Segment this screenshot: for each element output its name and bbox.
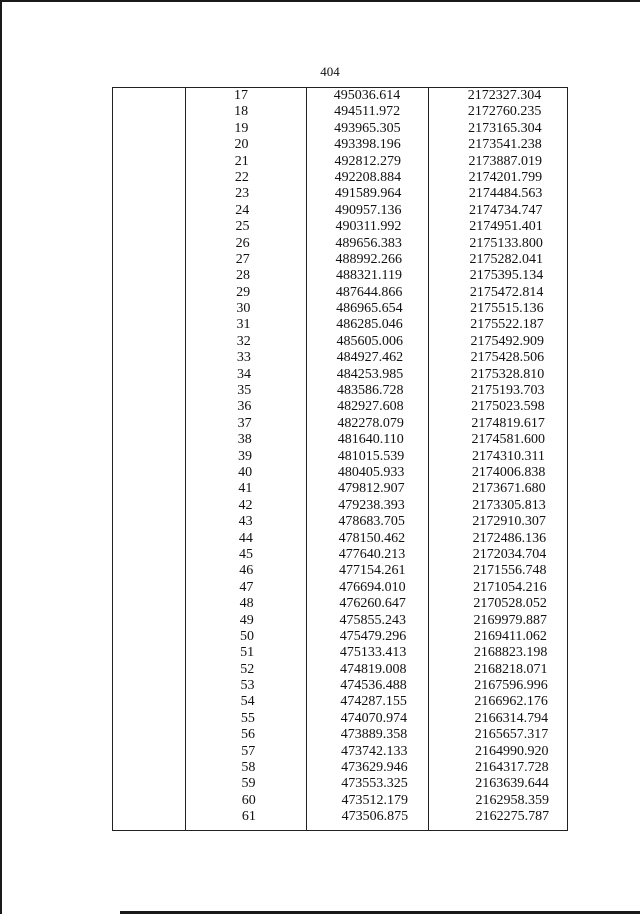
table-row [118,678,574,694]
table-row [120,776,576,792]
table-row [119,711,575,727]
table-row [120,809,576,825]
y-coordinate: 2164990.920 [474,743,549,759]
x-coordinate: 481015.539 [337,448,405,464]
x-coordinate: 480405.933 [337,464,405,480]
x-coordinate: 486965.654 [336,301,403,317]
point-number: 24 [235,202,250,218]
x-coordinate: 479812.907 [338,481,405,497]
y-coordinate: 2169979.887 [473,612,547,628]
point-number: 19 [234,120,249,136]
y-coordinate: 2174310.311 [471,448,545,464]
y-coordinate: 2173305.813 [472,497,546,513]
point-number: 27 [235,251,250,267]
y-coordinate: 2174006.838 [471,464,546,480]
y-coordinate: 2173165.304 [468,120,542,136]
x-coordinate: 482278.079 [337,415,404,431]
y-coordinate: 2162275.787 [475,809,550,825]
x-coordinate: 487644.866 [335,284,403,300]
table-row [117,563,573,579]
point-number: 35 [237,383,252,399]
y-coordinate: 2175193.703 [470,383,545,399]
y-coordinate: 2172910.307 [472,514,546,530]
point-number: 54 [240,694,255,710]
point-number: 36 [237,399,252,415]
x-coordinate: 476694.010 [339,579,406,595]
point-number: 17 [234,88,248,103]
y-coordinate: 2169411.062 [473,628,547,644]
x-coordinate: 493965.305 [334,120,401,136]
point-number: 53 [240,678,255,694]
y-coordinate: 2171054.216 [473,579,547,595]
x-coordinate: 482927.608 [337,399,404,415]
x-coordinate: 489656.383 [335,235,402,251]
table-row [113,203,569,219]
x-coordinate: 490957.136 [335,202,402,218]
table-row [119,694,575,710]
table-row [112,104,568,120]
x-coordinate: 494511.972 [334,104,401,120]
table-row [113,170,569,186]
y-coordinate: 2166962.176 [474,694,548,710]
point-number: 52 [240,661,255,677]
point-number: 49 [239,612,254,628]
table-row [115,317,571,333]
y-coordinate: 2174734.747 [469,202,543,218]
x-coordinate: 495036.614 [333,88,401,103]
point-number: 18 [234,104,249,120]
point-number: 43 [238,514,253,530]
y-coordinate: 2175522.187 [470,317,544,333]
table-row [114,252,570,268]
table-row [118,645,574,661]
x-coordinate: 490311.992 [335,219,402,235]
x-coordinate: 479238.393 [338,497,405,513]
point-number: 21 [234,153,249,169]
table-row [118,596,574,612]
table-row [113,219,569,235]
x-coordinate: 492208.884 [334,169,402,185]
x-coordinate: 486285.046 [336,317,403,333]
point-number: 22 [234,169,249,185]
table-row [114,236,570,252]
x-coordinate: 474287.155 [340,694,407,710]
scan-edge-left [0,0,2,914]
y-coordinate: 2174484.563 [468,186,543,202]
point-number: 33 [236,350,251,366]
x-coordinate: 474819.008 [340,661,407,677]
y-coordinate: 2172486.136 [472,530,547,546]
y-coordinate: 2168823.198 [473,645,548,661]
x-coordinate: 484253.985 [336,366,404,382]
table-row [119,760,575,776]
table-row [118,662,574,678]
point-number: 20 [234,137,249,153]
scan-edge-top [0,0,640,2]
point-number: 40 [238,464,253,480]
y-coordinate: 2173671.680 [472,481,546,497]
point-number: 55 [240,710,255,726]
point-number: 58 [241,760,256,776]
table-row [113,137,569,153]
y-coordinate: 2170528.052 [473,596,547,612]
y-coordinate: 2175328.810 [470,366,545,382]
table-row [113,154,569,170]
y-coordinate: 2172034.704 [472,546,547,562]
y-coordinate: 2174819.617 [471,415,545,431]
x-coordinate: 474070.974 [340,710,408,726]
table-row [116,432,572,448]
table-row [120,793,576,809]
y-coordinate: 2172327.304 [467,88,542,103]
point-number: 38 [237,432,252,448]
y-coordinate: 2175282.041 [469,251,544,267]
point-number: 25 [235,219,250,235]
point-number: 45 [239,546,254,562]
table-row [119,727,575,743]
y-coordinate: 2175515.136 [470,301,544,317]
table-row [117,580,573,596]
point-number: 23 [235,186,250,202]
x-coordinate: 488321.119 [335,268,402,284]
page-number: 404 [320,64,340,79]
y-coordinate: 2174581.600 [471,432,546,448]
table-body [112,88,568,826]
y-coordinate: 2173541.238 [468,137,542,153]
x-coordinate: 473889.358 [340,727,408,743]
point-number: 59 [241,776,256,792]
table-row [117,531,573,547]
table-row [117,498,573,514]
x-coordinate: 488992.266 [335,251,403,267]
y-coordinate: 2173887.019 [468,153,542,169]
table-row [116,416,572,432]
x-coordinate: 484927.462 [336,350,404,366]
table-row [116,481,572,497]
x-coordinate: 478150.462 [338,530,406,546]
y-coordinate: 2162958.359 [475,792,549,808]
y-coordinate: 2175023.598 [471,399,545,415]
x-coordinate: 485605.006 [336,333,403,349]
point-number: 48 [239,596,254,612]
point-number: 34 [237,366,252,382]
x-coordinate: 481640.110 [337,432,404,448]
x-coordinate: 473506.875 [341,809,409,825]
point-number: 56 [241,727,256,743]
table-row [112,121,568,137]
x-coordinate: 475479.296 [339,628,407,644]
table-row [112,88,568,104]
table-row [114,268,570,284]
x-coordinate: 473512.179 [341,792,408,808]
y-coordinate: 2163639.644 [475,776,549,792]
table-row [118,629,574,645]
x-coordinate: 475133.413 [339,645,407,661]
x-coordinate: 473629.946 [341,760,408,776]
y-coordinate: 2175492.909 [470,333,544,349]
point-number: 42 [238,497,253,513]
y-coordinate: 2171556.748 [472,563,547,579]
point-number: 47 [239,579,254,595]
point-number: 28 [235,268,250,284]
y-coordinate: 2174201.799 [468,169,543,185]
table-row [118,613,574,629]
point-number: 30 [236,301,251,317]
x-coordinate: 477154.261 [338,563,406,579]
point-number: 51 [240,645,255,661]
y-coordinate: 2172760.235 [467,104,542,120]
x-coordinate: 474536.488 [340,678,407,694]
x-coordinate: 493398.196 [334,137,401,153]
x-coordinate: 475855.243 [339,612,406,628]
y-coordinate: 2166314.794 [474,710,549,726]
y-coordinate: 2175428.506 [470,350,545,366]
y-coordinate: 2175472.814 [469,284,544,300]
point-number: 39 [237,448,252,464]
table-row [114,285,570,301]
point-number: 29 [236,284,251,300]
table-row [116,449,572,465]
point-number: 37 [237,415,252,431]
table-row [115,383,571,399]
y-coordinate: 2175395.134 [469,268,544,284]
point-number: 44 [238,530,253,546]
x-coordinate: 476260.647 [339,596,406,612]
x-coordinate: 473742.133 [340,743,408,759]
point-number: 60 [241,792,256,808]
x-coordinate: 491589.964 [334,186,402,202]
table-row [119,744,575,760]
table-row [117,547,573,563]
table-row [115,350,571,366]
table-row [113,186,569,202]
point-number: 26 [235,235,250,251]
y-coordinate: 2175133.800 [469,235,543,251]
table-row [117,514,573,530]
y-coordinate: 2174951.401 [469,219,543,235]
y-coordinate: 2165657.317 [474,727,549,743]
table-row [114,301,570,317]
point-number: 61 [241,809,256,825]
table-row [115,367,571,383]
x-coordinate: 483586.728 [336,383,404,399]
y-coordinate: 2167596.996 [474,678,548,694]
table-row [116,465,572,481]
y-coordinate: 2168218.071 [474,661,548,677]
x-coordinate: 492812.279 [334,153,401,169]
point-number: 41 [238,481,253,497]
x-coordinate: 477640.213 [338,546,406,562]
point-number: 57 [241,743,256,759]
table-row [115,399,571,415]
point-number: 32 [236,333,251,349]
point-number: 31 [236,317,251,333]
x-coordinate: 473553.325 [341,776,408,792]
y-coordinate: 2164317.728 [475,760,549,776]
point-number: 50 [239,628,254,644]
point-number: 46 [239,563,254,579]
x-coordinate: 478683.705 [338,514,405,530]
table-row [115,334,571,350]
